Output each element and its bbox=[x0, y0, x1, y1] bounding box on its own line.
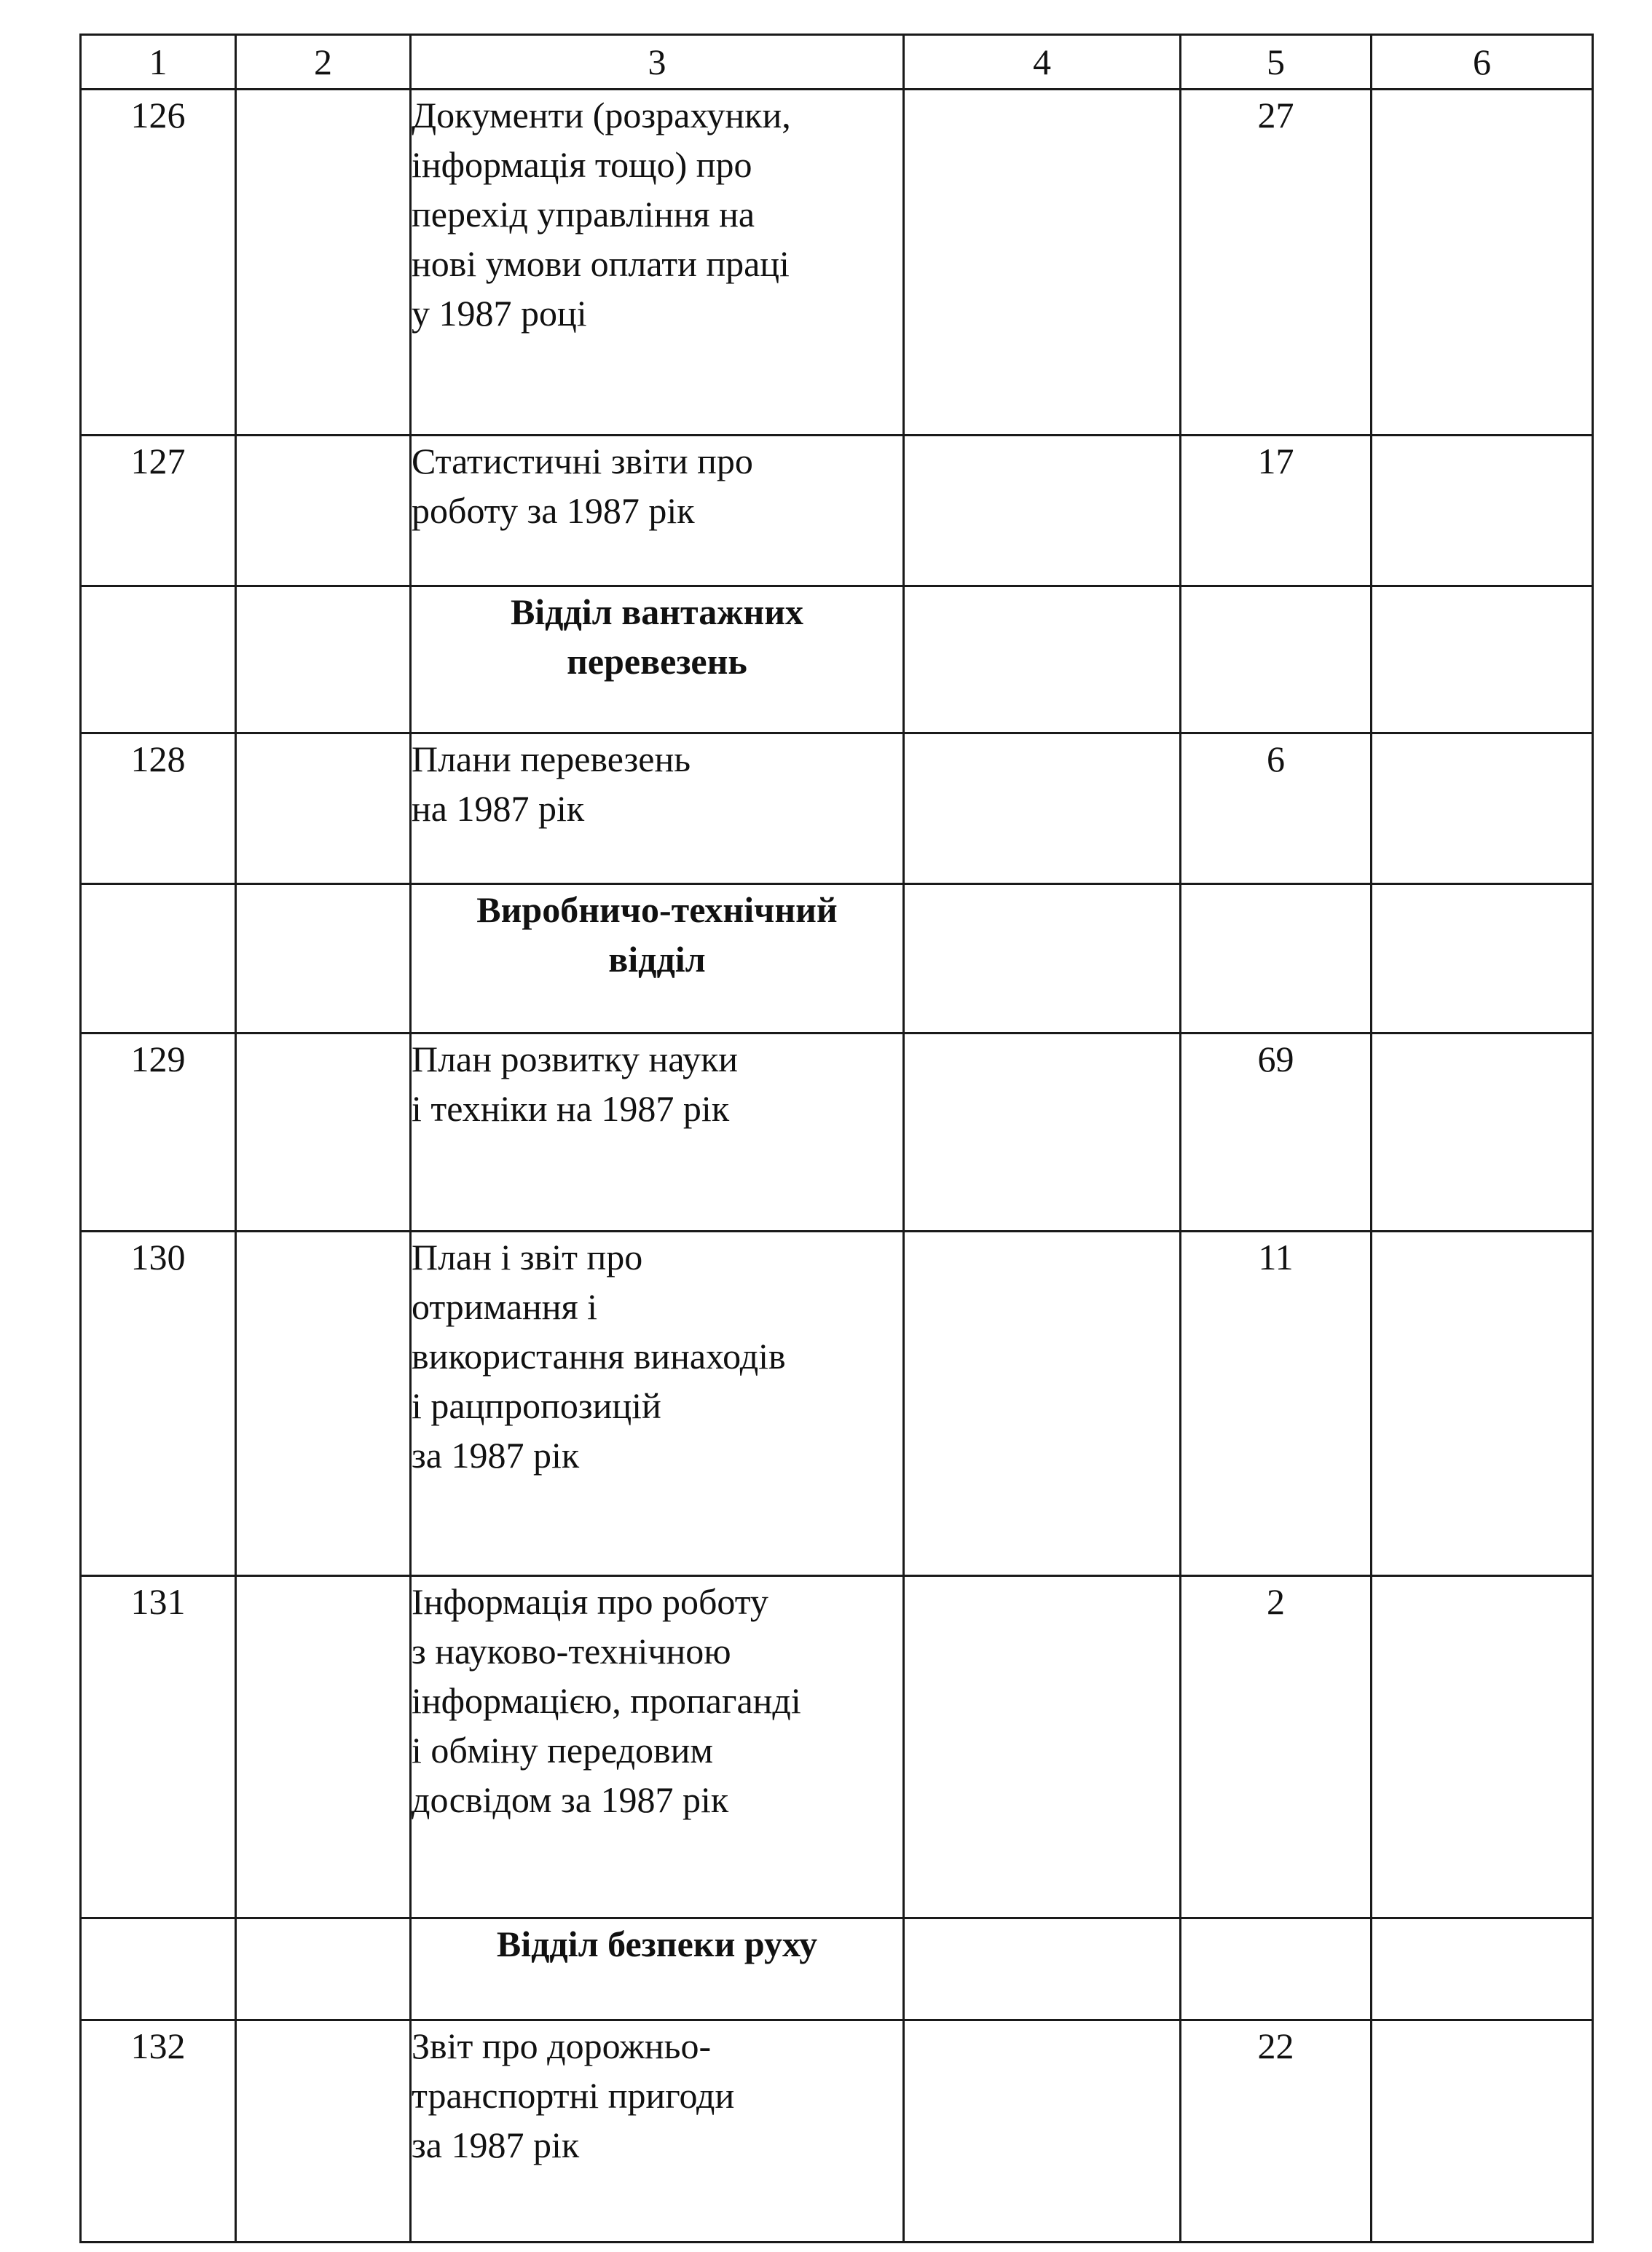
item-number: 131 bbox=[81, 1576, 236, 1918]
table-row bbox=[81, 733, 1593, 884]
empty-cell bbox=[904, 1576, 1181, 1918]
section-heading: Відділ вантажних перевезень bbox=[411, 586, 904, 733]
item-count: 11 bbox=[1181, 1232, 1372, 1576]
column-header: 6 bbox=[1372, 35, 1593, 90]
item-count: 6 bbox=[1181, 733, 1372, 884]
empty-cell bbox=[904, 90, 1181, 436]
item-title: План і звіт про отримання і використання винаходів і рацпропозицій за 1987 рік bbox=[411, 1232, 904, 1576]
empty-cell bbox=[1372, 884, 1593, 1034]
empty-cell bbox=[1372, 1232, 1593, 1576]
item-number: 128 bbox=[81, 733, 236, 884]
empty-cell bbox=[1181, 884, 1372, 1034]
empty-cell bbox=[904, 1232, 1181, 1576]
empty-cell bbox=[236, 884, 411, 1034]
item-count: 17 bbox=[1181, 436, 1372, 586]
column-number-row bbox=[81, 35, 1593, 90]
item-title: Інформація про роботу з науково-технічною інформацією, пропаганді і обміну передовим досвідом за 1987 рік bbox=[411, 1576, 904, 1918]
item-count: 22 bbox=[1181, 2020, 1372, 2243]
column-header: 3 bbox=[411, 35, 904, 90]
empty-cell bbox=[904, 586, 1181, 733]
table-row bbox=[81, 1034, 1593, 1232]
empty-cell bbox=[236, 1232, 411, 1576]
empty-cell bbox=[1372, 1576, 1593, 1918]
section-heading: Відділ безпеки руху bbox=[411, 1918, 904, 2020]
empty-cell bbox=[236, 2020, 411, 2243]
column-header: 4 bbox=[904, 35, 1181, 90]
section-heading: Виробничо-технічний відділ bbox=[411, 884, 904, 1034]
item-title: Звіт про дорожньо- транспортні пригоди за 1987 рік bbox=[411, 2020, 904, 2243]
column-header: 1 bbox=[81, 35, 236, 90]
column-header: 2 bbox=[236, 35, 411, 90]
item-number: 127 bbox=[81, 436, 236, 586]
empty-cell bbox=[904, 2020, 1181, 2243]
empty-cell bbox=[1372, 733, 1593, 884]
empty-cell bbox=[236, 586, 411, 733]
item-number: 129 bbox=[81, 1034, 236, 1232]
empty-cell bbox=[1372, 2020, 1593, 2243]
empty-cell bbox=[904, 1918, 1181, 2020]
empty-cell bbox=[81, 884, 236, 1034]
item-count: 2 bbox=[1181, 1576, 1372, 1918]
table-row bbox=[81, 90, 1593, 436]
empty-cell bbox=[1372, 90, 1593, 436]
item-title: Документи (розрахунки, інформація тощо) про перехід управління на нові умови оплати праці у 1987 році bbox=[411, 90, 904, 436]
table-row bbox=[81, 1576, 1593, 1918]
inventory-table bbox=[79, 34, 1594, 2243]
section-row bbox=[81, 884, 1593, 1034]
item-count: 27 bbox=[1181, 90, 1372, 436]
item-number: 126 bbox=[81, 90, 236, 436]
empty-cell bbox=[904, 733, 1181, 884]
empty-cell bbox=[904, 884, 1181, 1034]
empty-cell bbox=[236, 1576, 411, 1918]
item-number: 130 bbox=[81, 1232, 236, 1576]
section-row bbox=[81, 586, 1593, 733]
item-number: 132 bbox=[81, 2020, 236, 2243]
empty-cell bbox=[1372, 1918, 1593, 2020]
item-title: Плани перевезень на 1987 рік bbox=[411, 733, 904, 884]
empty-cell bbox=[236, 1918, 411, 2020]
empty-cell bbox=[1372, 586, 1593, 733]
table-row bbox=[81, 1232, 1593, 1576]
empty-cell bbox=[236, 436, 411, 586]
empty-cell bbox=[236, 90, 411, 436]
item-title: План розвитку науки і техніки на 1987 рік bbox=[411, 1034, 904, 1232]
empty-cell bbox=[904, 436, 1181, 586]
table-row bbox=[81, 436, 1593, 586]
empty-cell bbox=[236, 1034, 411, 1232]
section-row bbox=[81, 1918, 1593, 2020]
empty-cell bbox=[236, 733, 411, 884]
empty-cell bbox=[1181, 586, 1372, 733]
empty-cell bbox=[904, 1034, 1181, 1232]
empty-cell bbox=[1372, 1034, 1593, 1232]
empty-cell bbox=[81, 586, 236, 733]
empty-cell bbox=[1181, 1918, 1372, 2020]
table-row bbox=[81, 2020, 1593, 2243]
empty-cell bbox=[1372, 436, 1593, 586]
empty-cell bbox=[81, 1918, 236, 2020]
column-header: 5 bbox=[1181, 35, 1372, 90]
item-title: Статистичні звіти про роботу за 1987 рік bbox=[411, 436, 904, 586]
item-count: 69 bbox=[1181, 1034, 1372, 1232]
